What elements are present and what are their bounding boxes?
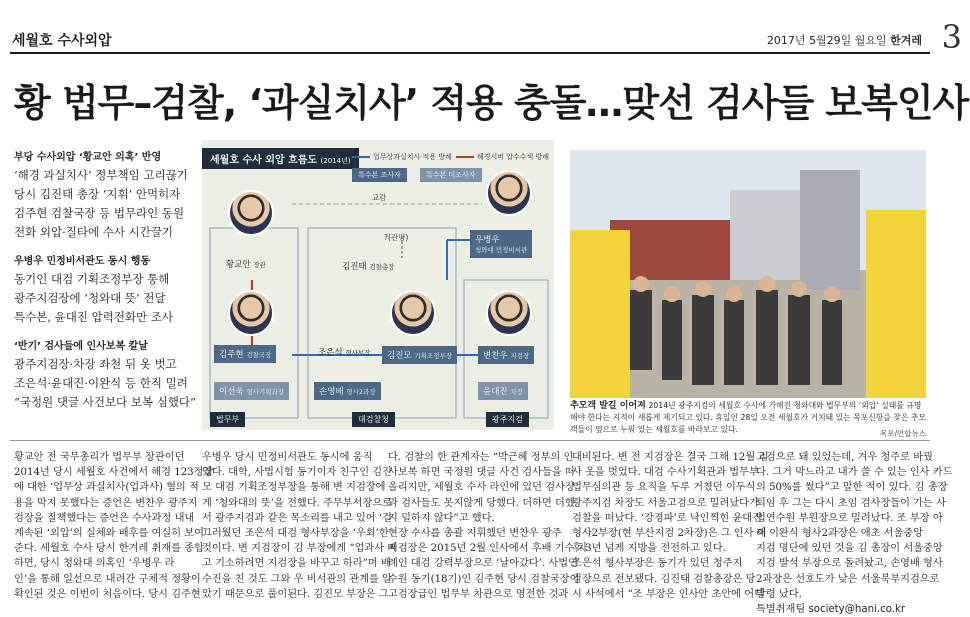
portrait-kimjuhyun <box>228 290 274 336</box>
body-line: 과 검사들도 못지않게 당했다. 더하면 더했 <box>388 497 575 509</box>
body-line: 조은석 형사부장은 동기가 있던 청주지 <box>572 558 743 570</box>
summary-line: 조은석·윤대진·이완식 등 한직 밀려 <box>14 376 188 390</box>
body-line: 다. 검찰의 한 관계자는 “박근혜 정부의 인 <box>388 452 574 463</box>
summary-line: 전화 외압·질타에 수사 시간끌기 <box>14 225 174 239</box>
body-line: 후 3년 넘게 지방을 전전하고 있다. <box>572 543 726 555</box>
summary-block <box>14 252 196 327</box>
body-line: 법무심의관 등 요직을 두루 거쳤던 이두식 <box>572 482 756 494</box>
summary-box <box>14 148 196 422</box>
body-line: 올리지만, 세월호 수사 라인에 있던 검사장 <box>388 482 575 494</box>
portrait-kimjinmo <box>390 290 436 336</box>
name-kimjuhyun: 김주현 검찰국장 <box>214 345 276 363</box>
body-line: 사 옷을 벗었다. 대검 수사기획관과 법무부 <box>572 467 759 479</box>
summary-line: 당시 김진태 총장 ‘지휘’ 안먹히자 <box>14 187 181 201</box>
name-byeon: 변찬우 지검장 <box>478 346 534 364</box>
column-label-gwangju: 광주지검 <box>486 412 529 427</box>
portrait-woo <box>486 170 532 216</box>
date-line <box>767 32 922 48</box>
name-hwang: 황교안 장관 <box>226 260 266 270</box>
name-kimjintae: 김진태 검찰총장 <box>342 262 395 272</box>
name-yoon: 윤대진 차장 <box>478 382 528 400</box>
body-line: 검장을 질책했다는 증언은 수사과정 내내 <box>14 512 195 524</box>
body-line: 다. 그거 막느라고 내가 쓸 수 있는 인사 카드 <box>756 467 953 479</box>
section-label: 세월호 수사외압 <box>12 33 112 49</box>
body-line: 용을 막지 못했다는 증언은 변찬우 광주지 <box>14 497 198 509</box>
legend-label: 해경서버 압수수색 방해 <box>477 153 550 161</box>
portrait-hwang <box>228 190 274 236</box>
legend-swatch <box>352 156 370 158</box>
body-line: 황교안 전 국무총리가 법무부 장관이던 <box>14 452 185 463</box>
body-column-5 <box>756 450 953 616</box>
body-column-3 <box>388 450 588 608</box>
body-line: 였다. 대학, 사법시험 동기이자 친구인 김진 <box>202 467 392 479</box>
page-header <box>0 0 970 56</box>
header-rule <box>10 52 930 54</box>
body-line: 것이다. 변 지검장이 김 부장에게 “업과사 빼 <box>202 543 398 555</box>
body-line: 준다. 세월호 수사 당시 한겨레 취재를 종합 <box>14 543 204 555</box>
pressure-flow-diagram <box>202 140 554 430</box>
body-line: 퇴임 후 그는 다시 초임 검사장들이 가는 사 <box>756 497 946 509</box>
paper-name: 한겨레 <box>890 34 922 47</box>
body-line: 고검장급인 법무부 차관으로 영전한 것과 <box>388 588 569 600</box>
summary-block <box>14 148 196 242</box>
body-line: 고검으로 돼 있었는데, 겨우 청주로 바꿨 <box>756 452 933 463</box>
body-line: 지 덜하지 않다”고 했다. <box>388 512 495 524</box>
body-line: 래 이완식 형사2과장은 애초 서울중앙 <box>756 528 924 540</box>
legend-chip: 특수본 미조사자 <box>420 168 482 182</box>
body-line: 검장으로 전보됐다. 김진태 검찰총장은 당 <box>572 573 756 585</box>
legend-item <box>352 152 452 162</box>
photo-credit: 목포/연합뉴스 <box>880 429 926 438</box>
body-line: 확인된 것은 이번이 처음이다. 당시 김주현 <box>14 588 201 600</box>
body-line: 게 ‘청와대의 뜻’을 전했다. 주무부서장으로 <box>202 497 392 509</box>
photo-caption <box>570 400 926 436</box>
caption-text: 2014년 광주지검의 세월호 수사에 가해진 청와대와 법무부의 ‘외압’ 실태를 규명해야 한다는 지적이 새롭게 제기되고 있다. 휴일인 28일 오전 세월호가 거치돼 있는 목포신항을 찾은 추모객들이 옆으로 누워 있는 세월호를 바라보고 있다. <box>570 401 926 434</box>
body-line: 수원 동기(18기)인 김주현 당시 검찰국장이 <box>388 573 580 585</box>
body-line: 았기 때문으로 풀이된다. 김진모 부장은 그 <box>202 588 389 600</box>
page-number: 3 <box>941 18 962 56</box>
body-line: 계속된 ‘외압’의 실체와 배후를 여실히 보여 <box>14 528 204 540</box>
name-leesunwoo: 이선욱 형사기획과장 <box>214 382 289 400</box>
summary-line: ‘해경 과실치사’ 정부책임 고리끊기 <box>14 168 188 182</box>
watch-label: ?(관망) <box>384 233 409 242</box>
summary-line: 김주현 검찰국장 등 법무라인 동원 <box>14 206 185 220</box>
summary-line: 광주지검장에 ‘청와대 뜻’ 전달 <box>14 291 166 305</box>
news-photo <box>570 150 926 398</box>
body-line: 의 50%를 썼다”고 말한 적이 있다. 김 총장 <box>756 482 948 494</box>
summary-head: 부당 수사외압 ‘황교안 의혹’ 반영 <box>14 152 162 163</box>
photo-illustration <box>570 150 926 398</box>
summary-line: 특수본, 윤대진 압력전화만 조사 <box>14 310 174 324</box>
issue-date: 2017년 5월29일 월요일 <box>766 34 887 47</box>
body-line: 현장 수사를 총괄 지휘했던 변찬우 광주 <box>388 528 562 540</box>
body-line: 2014년 당시 세월호 사건에서 해경 123정장 <box>14 467 214 479</box>
portrait-byeon <box>486 290 532 336</box>
body-column-2 <box>202 450 398 608</box>
exchange-label: 교감 <box>372 193 387 202</box>
diagram-title-year: (2014년) <box>320 157 351 165</box>
body-line: 지검 명단에 있던 것을 김 총장이 서울중앙 <box>756 543 943 555</box>
body-column-4 <box>572 450 769 608</box>
body-line: 하면, 당시 청와대 의혹인 ‘우병우 라 <box>14 558 175 570</box>
name-kimjinmo: 김진모 기획조정부장 <box>382 346 457 364</box>
body-line: 인’을 통해 일선으로 내려간 구체적 정황이 <box>14 573 201 585</box>
body-line: 우병우 당시 민정비서관도 동시에 움직 <box>202 452 373 463</box>
legend-chip: 특수본 조사자 <box>352 168 407 182</box>
column-label-prosecution: 대검찰청 <box>352 412 395 427</box>
byline: 특별취재팀 society@hani.co.kr <box>756 604 906 616</box>
summary-line: 광주지검장·차장 좌천 뒤 옷 벗고 <box>14 357 177 371</box>
summary-head: ‘반기’ 검사들에 인사보복 칼날 <box>14 341 148 352</box>
summary-block <box>14 337 196 412</box>
body-line: 지검장은 2015년 2월 인사에서 후배 기수 차 <box>388 543 588 555</box>
body-line: 법연수원 부원장으로 밀려났다. 조 부장 아 <box>756 512 943 524</box>
body-line: 서 광주지검과 같은 목소리를 내고 있어 ‘걸 <box>202 512 392 524</box>
summary-line: 동기인 대검 기획조정부장 통해 <box>14 272 170 286</box>
name-son: 손영배 형사2과장 <box>314 382 381 400</box>
body-line: 례인 대검 강력부장으로 ‘날아갔다’. 사법연 <box>388 558 578 570</box>
body-line: 수진을 친 것도 그와 우 비서관의 관계를 알 <box>202 573 392 585</box>
summary-head: 우병우 민정비서관도 동시 행동 <box>14 256 151 267</box>
body-line: 발령 났다. <box>756 588 802 600</box>
name-choeunseok: 조은석 형사부장 <box>318 348 371 358</box>
body-line: 형사2부장(현 부산지검 2차장)은 그 인사 이 <box>572 528 767 540</box>
body-line: 광주지검 차장도 서울고검으로 밀려났다가 <box>572 497 759 509</box>
body-line: 지검 발석 부장으로 돌려놨고, 손영배 형사 <box>756 558 943 570</box>
body-column-1 <box>14 450 214 608</box>
body-line: 고 기소하려면 지검장을 바꾸고 하라”며 배 <box>202 558 391 570</box>
body-line: 끄러웠던 조은석 대검 형사부장을 ‘우회’한 <box>202 528 389 540</box>
body-line: 에 대한 ‘업무상 과실치사(업과사) 혐의 적 <box>14 482 199 494</box>
summary-line: “국정원 댓글 사건보다 보복 심했다” <box>14 395 196 409</box>
column-label-justice: 법무부 <box>210 412 245 427</box>
legend-label: 업무상과실치사 적용 방해 <box>373 153 452 161</box>
body-line: 모 대검 기획조정부장을 통해 변 지검장에 <box>202 482 386 494</box>
body-line: 2과장은 선호도가 낮은 서울북부지검으로 <box>756 573 940 585</box>
body-line: 검찰을 떠났다. ‘강경파’로 낙인찍힌 윤대진 <box>572 512 762 524</box>
headline: 황 법무–검찰, ‘과실치사’ 적용 충돌…맞선 검사들 보복인사 <box>14 81 969 125</box>
body-line: 대비된다. 변 전 지검장은 결국 그해 12월 검 <box>572 452 769 463</box>
diagram-title <box>202 148 359 169</box>
body-rule <box>10 440 930 441</box>
diagram-title-text: 세월호 수사 외압 흐름도 <box>210 155 318 166</box>
name-woo: 우병우 청와대 민정비서관 <box>470 230 532 258</box>
body-line: 시 사석에서 “조 부장은 인사안 초안에 어디 <box>572 588 764 600</box>
body-line: 사보복 하면 국정원 댓글 사건 검사들을 떠 <box>388 467 575 479</box>
legend-swatch <box>456 156 474 158</box>
caption-title: 추모객 발길 이어져 <box>570 401 646 411</box>
legend-item <box>456 152 549 162</box>
